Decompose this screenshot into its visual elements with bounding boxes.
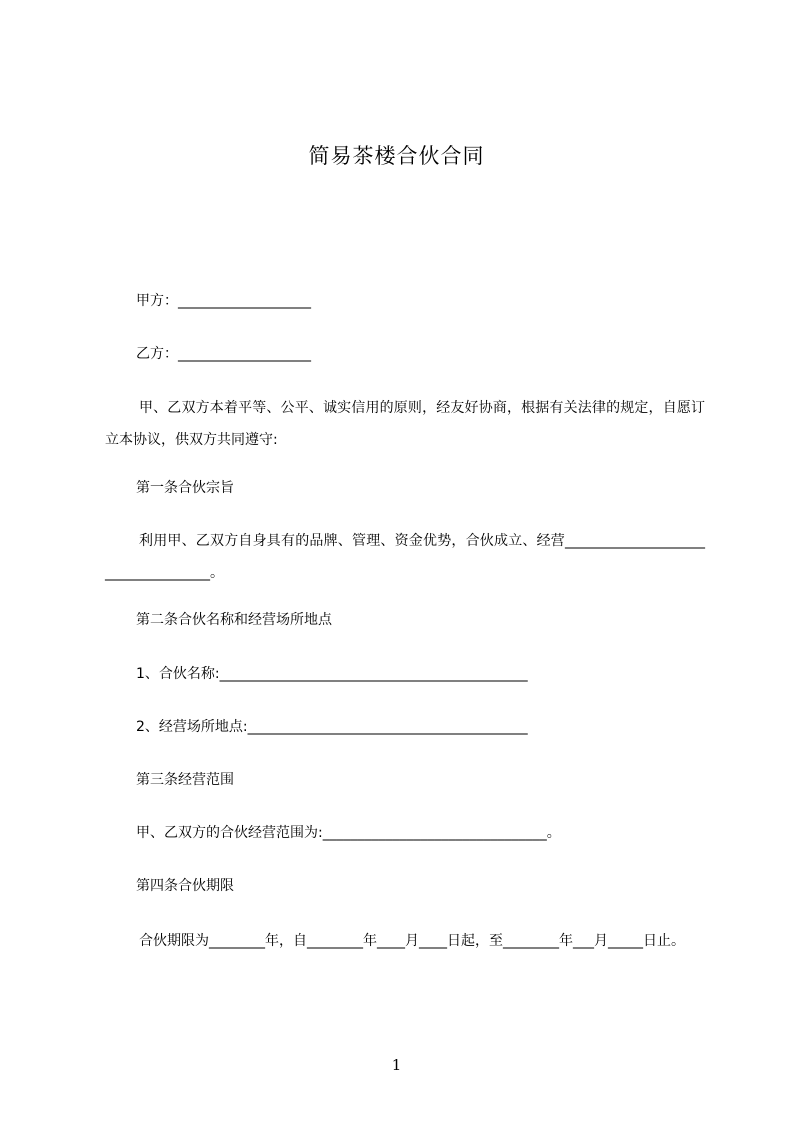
article3-body: 甲、乙双方的合伙经营范围为:________________________________。: [136, 825, 561, 841]
intro-paragraph: 甲、乙双方本着平等、公平、诚实信用的原则，经友好协商，根据有关法律的规定，自愿订立本协议，供双方共同遵守:: [105, 400, 705, 448]
article2-item2: 2、经营场所地点:________________________________________: [136, 719, 528, 735]
article1-body: 利用甲、乙双方自身具有的品牌、管理、资金优势，合伙成立、经营___________________________________。: [105, 533, 705, 581]
article2-title: 第二条合伙名称和经营场所地点: [136, 612, 332, 628]
article4-title: 第四条合伙期限: [136, 878, 234, 894]
party-b-line: 乙方：___________________: [136, 346, 311, 362]
article4-body: 合伙期限为________年，自________年____月____日起，至________年___月_____日止。: [139, 933, 685, 949]
article3-title: 第三条经营范围: [136, 772, 234, 788]
page-title: 简易茶楼合伙合同: [308, 144, 485, 168]
party-a-line: 甲方：___________________: [136, 293, 311, 309]
article2-item1: 1、合伙名称:____________________________________________: [136, 666, 528, 682]
page-number: 1: [391, 1056, 402, 1074]
article1-title: 第一条合伙宗旨: [136, 480, 234, 496]
